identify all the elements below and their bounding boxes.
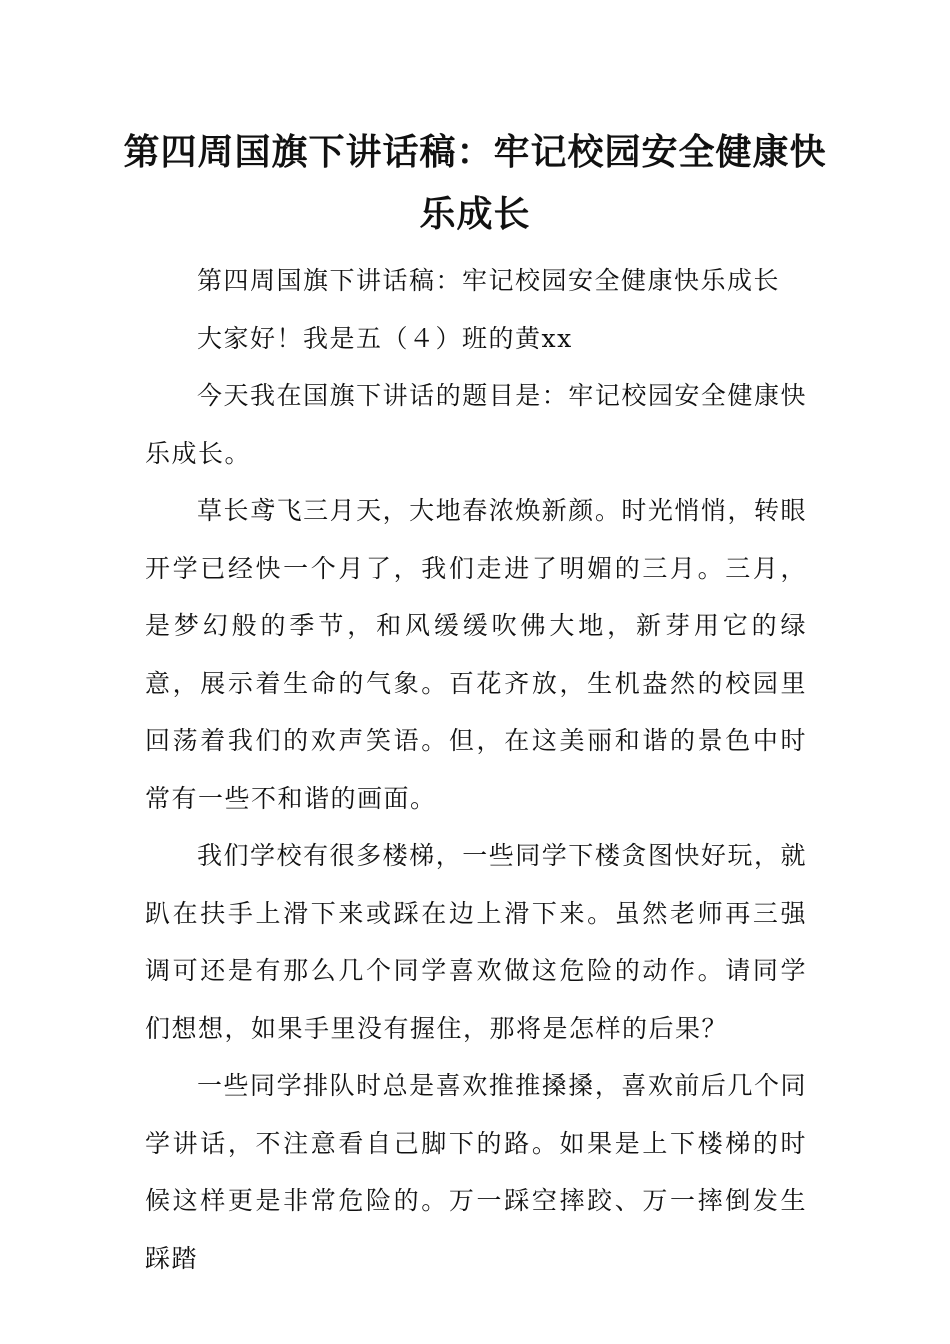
paragraph-spring: 草长鸢飞三月天，大地春浓焕新颜。时光悄悄，转眼开学已经快一个月了，我们走进了明媚的三月。三月，是梦幻般的季节，和风缓缓吹佛大地，新芽用它的绿意，展示着生命的气象。百花齐放，生机盎然的校园里回荡着我们的欢声笑语。但，在这美丽和谐的景色中时常有一些不和谐的画面。 bbox=[145, 496, 807, 813]
document-title: 第四周国旗下讲话稿：牢记校园安全健康快乐成长 bbox=[123, 132, 827, 235]
paragraph-greeting: 大家好！我是五（４）班的黄xx bbox=[197, 323, 573, 353]
paragraph-subtitle: 第四周国旗下讲话稿：牢记校园安全健康快乐成长 bbox=[197, 266, 781, 295]
paragraph-topic: 今天我在国旗下讲话的题目是：牢记校园安全健康快乐成长。 bbox=[145, 381, 807, 468]
paragraph-queue: 一些同学排队时总是喜欢推推搡搡，喜欢前后几个同学讲话，不注意看自己脚下的路。如果是上下楼梯的时候这样更是非常危险的。万一踩空摔跤、万一摔倒发生踩踏 bbox=[145, 1071, 807, 1273]
paragraph-stairs: 我们学校有很多楼梯，一些同学下楼贪图快好玩，就趴在扶手上滑下来或踩在边上滑下来。虽然老师再三强调可还是有那么几个同学喜欢做这危险的动作。请同学们想想，如果手里没有握住，那将是怎样的后果？ bbox=[145, 841, 807, 1043]
document-body bbox=[145, 252, 807, 1287]
